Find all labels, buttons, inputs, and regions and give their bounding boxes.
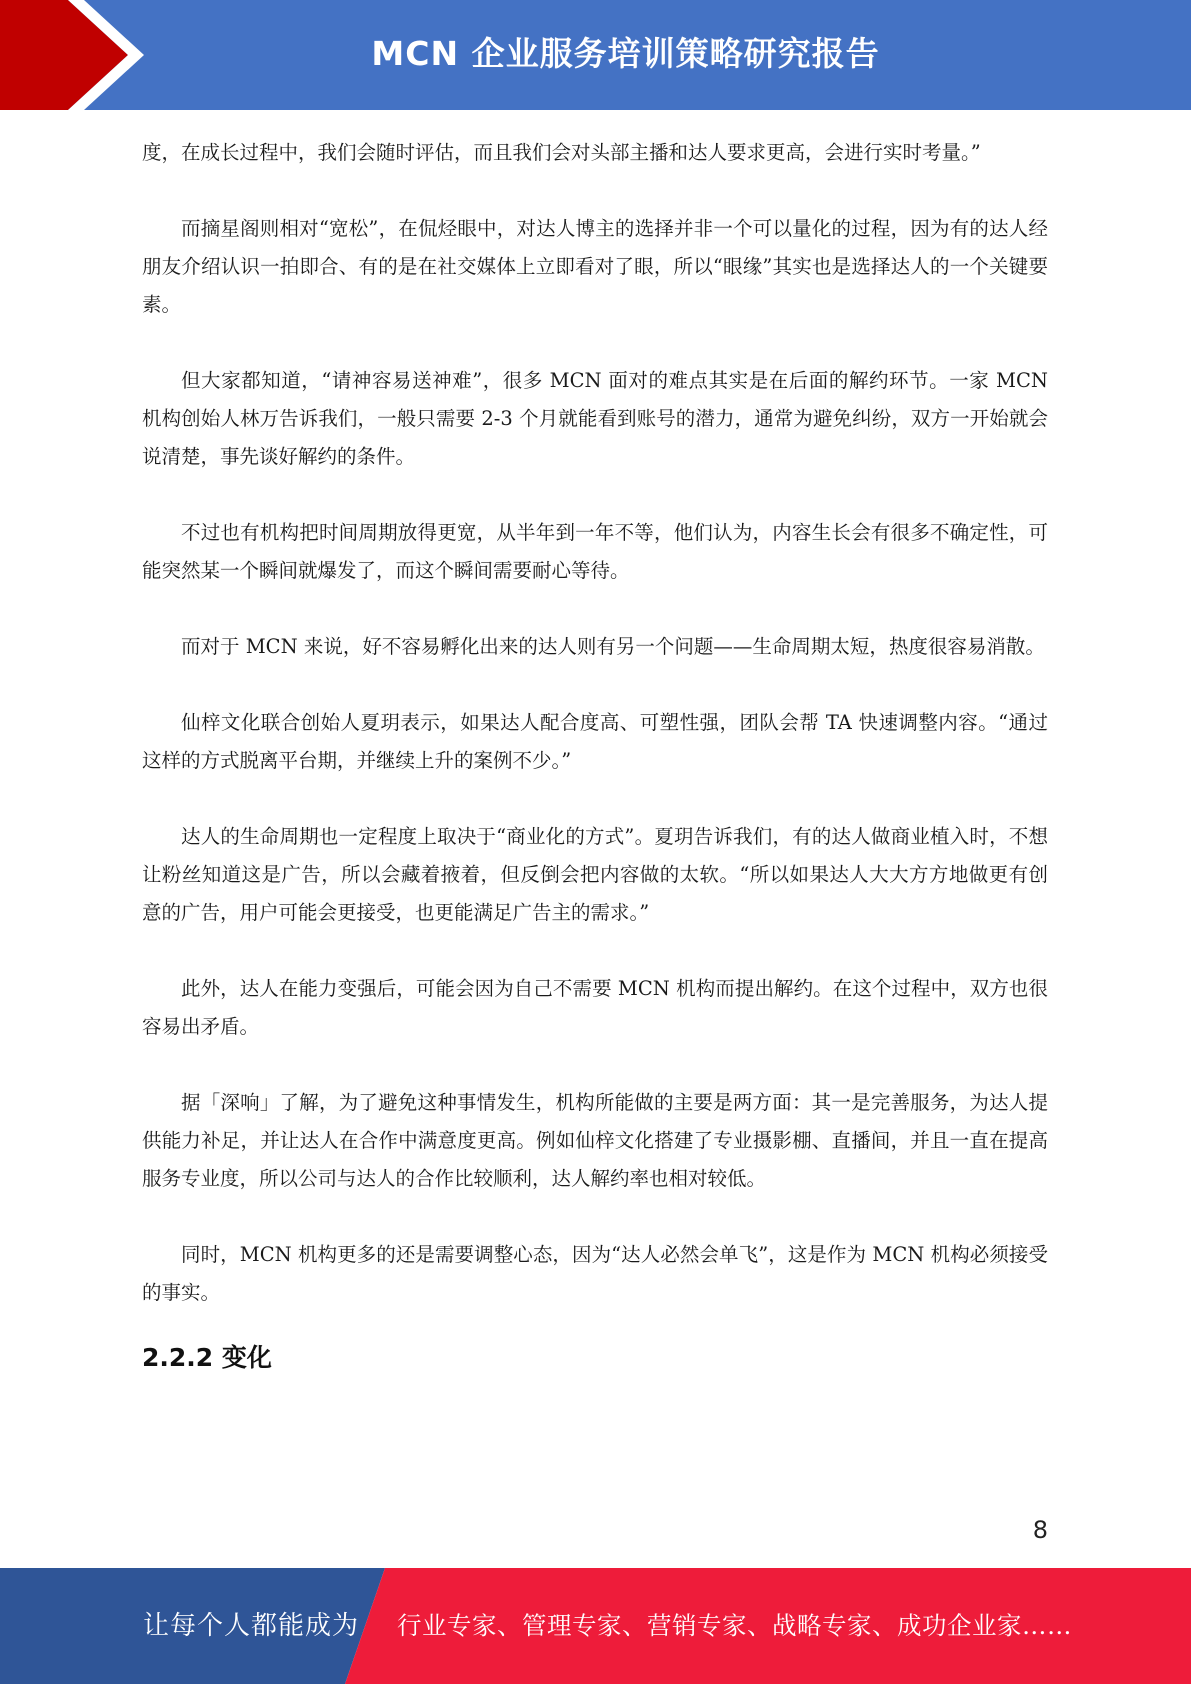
paragraph: 不过也有机构把时间周期放得更宽，从半年到一年不等，他们认为，内容生长会有很多不确定性，可能突然某一个瞬间就爆发了，而这个瞬间需要耐心等待。 [142,521,1048,582]
report-title: MCN 企业服务培训策略研究报告 [371,34,880,73]
section-heading: 2.2.2 变化 [142,1343,272,1372]
paragraph: 仙梓文化联合创始人夏玥表示，如果达人配合度高、可塑性强，团队会帮 TA 快速调整内容。“通过这样的方式脱离平台期，并继续上升的案例不少。” [142,711,1048,772]
paragraph: 达人的生命周期也一定程度上取决于“商业化的方式”。夏玥告诉我们，有的达人做商业植入时，不想让粉丝知道这是广告，所以会藏着掖着，但反倒会把内容做的太软。“所以如果达人大大方方地做更有创意的广告，用户可能会更接受，也更能满足广告主的需求。” [142,825,1048,924]
paragraph: 同时，MCN 机构更多的还是需要调整心态，因为“达人必然会单飞”，这是作为 MCN 机构必须接受的事实。 [142,1243,1048,1304]
page-header [0,0,1191,110]
paragraph: 此外，达人在能力变强后，可能会因为自己不需要 MCN 机构而提出解约。在这个过程中，双方也很容易出矛盾。 [142,977,1048,1038]
paragraph: 度，在成长过程中，我们会随时评估，而且我们会对头部主播和达人要求更高，会进行实时考量。” [142,141,981,164]
paragraph: 但大家都知道，“请神容易送神难”，很多 MCN 面对的难点其实是在后面的解约环节。一家 MCN 机构创始人林万告诉我们，一般只需要 2-3 个月就能看到账号的潜力，通常为避免纠纷，双方一开始就会说清楚，事先谈好解约的条件。 [142,369,1048,468]
footer-slogan-right: 行业专家、管理专家、营销专家、战略专家、成功企业家…… [397,1611,1072,1640]
document-body [142,134,1048,1378]
footer-slogan-left: 让每个人都能成为 [143,1611,360,1641]
page-footer [0,1568,1191,1684]
paragraph: 而对于 MCN 来说，好不容易孵化出来的达人则有另一个问题——生命周期太短，热度很容易消散。 [181,635,1045,658]
paragraph: 而摘星阁则相对“宽松”，在侃烃眼中，对达人博主的选择并非一个可以量化的过程，因为有的达人经朋友介绍认识一拍即合、有的是在社交媒体上立即看对了眼，所以“眼缘”其实也是选择达人的一个关键要素。 [142,217,1048,316]
page-number: 8 [1032,1516,1048,1544]
paragraph: 据「深响」了解，为了避免这种事情发生，机构所能做的主要是两方面：其一是完善服务，为达人提供能力补足，并让达人在合作中满意度更高。例如仙梓文化搭建了专业摄影棚、直播间，并且一直在提高服务专业度，所以公司与达人的合作比较顺利，达人解约率也相对较低。 [142,1091,1048,1190]
